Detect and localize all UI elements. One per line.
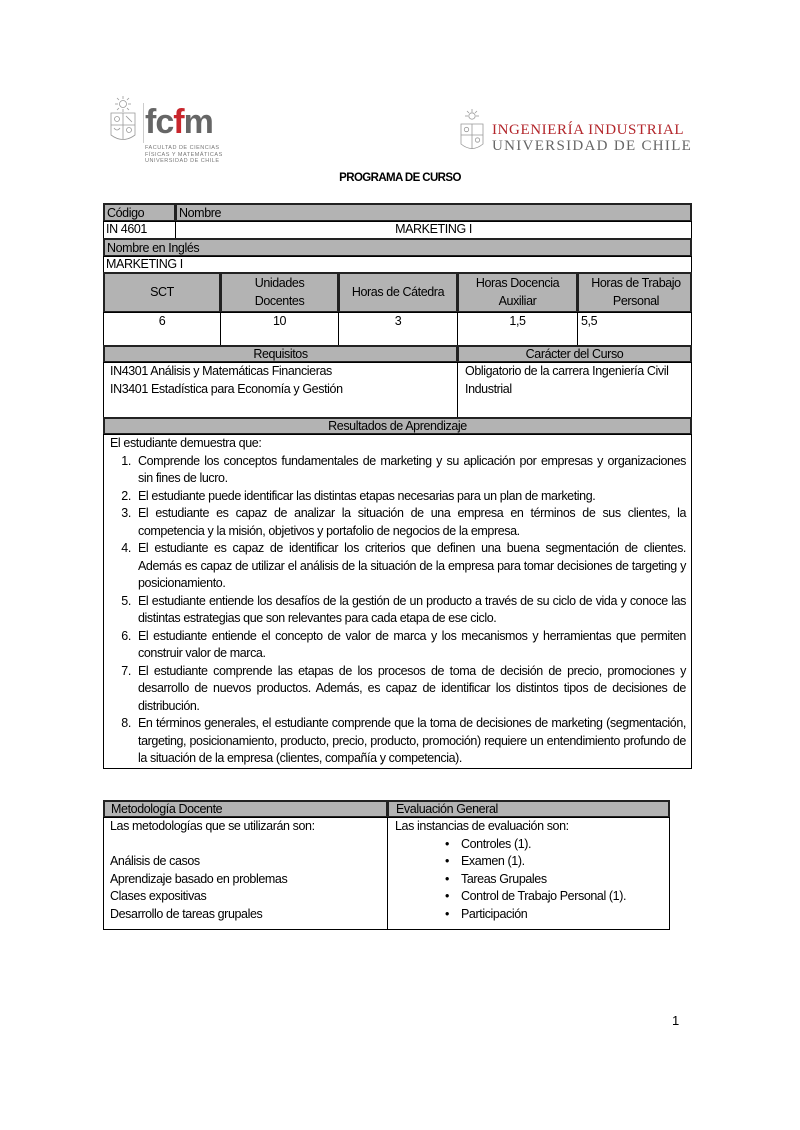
hours-header-personal	[577, 272, 692, 313]
horas-auxiliar-value: 1,5	[509, 314, 526, 328]
learning-outcome-item: 5. El estudiante entiende los desafíos de la gestión de un producto a través de su ciclo de vida y conoce las distintas estrategias que son relevantes para cada etapa de ese ciclo.	[134, 593, 686, 628]
character-cell	[457, 362, 692, 418]
learning-outcome-item: 7. El estudiante comprende las etapas de los procesos de toma de decisión de precio, promociones y desarrollo de nuevos productos. Además, es capaz de identificar los distintos tipos de decisiones de distribución.	[134, 663, 686, 716]
methodology-item: Aprendizaje basado en problemas	[110, 871, 288, 886]
character-text: Obligatorio de la carrera Ingeniería Civil Industrial	[465, 364, 669, 396]
learning-outcomes-header	[103, 417, 692, 435]
methodology-item: Desarrollo de tareas grupales	[110, 906, 263, 921]
page-title: PROGRAMA DE CURSO	[339, 172, 461, 184]
ingenieria-industrial-logo	[458, 108, 693, 158]
learning-outcomes-cell	[103, 434, 692, 769]
sct-label: SCT	[150, 285, 174, 299]
english-name-header	[103, 238, 692, 257]
hours-header-catedra	[338, 272, 458, 313]
logo-line-1: INGENIERÍA INDUSTRIAL	[492, 122, 685, 138]
requirement-item: IN3401 Estadística para Economía y Gestión	[110, 381, 343, 396]
methodology-cell	[103, 817, 388, 930]
fcfm-subtitle-line: FACULTAD DE CIENCIAS	[145, 145, 220, 151]
evaluation-header	[387, 800, 670, 818]
learning-outcomes-intro: El estudiante demuestra que:	[110, 436, 262, 450]
requirements-label: Requisitos	[253, 347, 308, 361]
evaluation-item: • Controles (1).	[445, 836, 667, 854]
unidades-docentes-label: Unidades Docentes	[254, 276, 305, 308]
university-crest-icon	[458, 108, 486, 154]
evaluation-cell	[387, 817, 670, 930]
evaluation-item: • Participación	[445, 906, 667, 924]
english-name-cell	[103, 256, 692, 273]
name-header	[175, 203, 692, 222]
name-label: Nombre	[179, 206, 222, 220]
learning-outcome-item: 1. Comprende los conceptos fundamentales de marketing y su aplicación por empresas y organizaciones sin fines de lucro.	[134, 453, 686, 488]
learning-outcomes-label: Resultados de Aprendizaje	[328, 419, 467, 433]
fcfm-subtitle-line: FÍSICAS Y MATEMÁTICAS	[145, 151, 223, 158]
unidades-docentes-value: 10	[272, 314, 287, 328]
learning-outcome-item: 3. El estudiante es capaz de analizar la situación de una empresa en términos de sus clientes, la competencia y la misión, objetivos y portafolio de negocios de la empresa.	[134, 505, 686, 540]
fcfm-subtitle	[145, 145, 245, 165]
hours-header-auxiliar	[457, 272, 578, 313]
evaluation-list	[395, 836, 667, 924]
page-number: 1	[672, 1013, 680, 1028]
university-crest-icon	[108, 95, 138, 145]
requirements-header	[103, 345, 458, 363]
methodology-label: Metodología Docente	[111, 802, 223, 816]
code-header	[103, 203, 176, 222]
logo-divider	[143, 103, 144, 143]
requirement-item: IN4301 Análisis y Matemáticas Financieras	[110, 364, 332, 378]
course-name: MARKETING I	[395, 222, 472, 236]
horas-catedra-value: 3	[394, 314, 402, 328]
methodology-intro: Las metodologías que se utilizarán son:	[110, 819, 315, 833]
learning-outcome-item: 8. En términos generales, el estudiante comprende que la toma de decisiones de marketing (segmentación, targeting, posicionamiento, producto, precio, producto, promoción) requiere un entendimiento profundo de la situación de la empresa (clientes, compañía y competencia).	[134, 715, 686, 768]
fcfm-logo	[108, 95, 233, 175]
evaluation-intro: Las instancias de evaluación son:	[395, 819, 569, 833]
course-english-name: MARKETING I	[106, 257, 183, 271]
evaluation-item: • Examen (1).	[445, 853, 667, 871]
sct-value: 6	[158, 314, 166, 328]
character-header	[457, 345, 692, 363]
horas-personal-value: 5,5	[581, 314, 598, 328]
hours-value-personal	[577, 312, 692, 346]
horas-personal-label: Horas de Trabajo Personal	[591, 276, 681, 308]
code-value-cell	[103, 221, 176, 239]
learning-outcome-item: 2. El estudiante puede identificar las distintas etapas necesarias para un plan de marketing.	[134, 488, 686, 506]
hours-value-auxiliar	[457, 312, 578, 346]
methodology-item: Análisis de casos	[110, 854, 200, 868]
hours-header-sct	[103, 272, 221, 313]
fcfm-wordmark: fcfm	[145, 103, 213, 141]
english-name-label: Nombre en Inglés	[107, 241, 200, 255]
course-code: IN 4601	[106, 222, 147, 236]
learning-outcome-item: 4. El estudiante es capaz de identificar los criterios que definen una buena segmentación de clientes. Además es capaz de utilizar el análisis de la situación de la empresa para tomar decisiones de targeting y posicionamiento.	[134, 540, 686, 593]
code-label: Código	[107, 206, 145, 220]
fcfm-subtitle-line: UNIVERSIDAD DE CHILE	[145, 158, 220, 164]
logo-line-2: UNIVERSIDAD DE CHILE	[492, 138, 693, 154]
evaluation-item: • Control de Trabajo Personal (1).	[445, 888, 667, 906]
horas-catedra-label: Horas de Cátedra	[351, 285, 445, 299]
hours-header-unidades	[220, 272, 339, 313]
hours-value-catedra	[338, 312, 458, 346]
spacer	[110, 836, 385, 854]
learning-outcomes-list	[110, 453, 686, 768]
requirements-cell	[103, 362, 458, 418]
evaluation-label: Evaluación General	[396, 802, 498, 816]
learning-outcome-item: 6. El estudiante entiende el concepto de valor de marca y los mecanismos y herramientas que permiten construir valor de marca.	[134, 628, 686, 663]
methodology-header	[103, 800, 388, 818]
methodology-item: Clases expositivas	[110, 889, 207, 903]
name-value-cell	[175, 221, 692, 239]
evaluation-item: • Tareas Grupales	[445, 871, 667, 889]
character-label: Carácter del Curso	[525, 347, 624, 361]
hours-value-sct	[103, 312, 221, 346]
hours-value-unidades	[220, 312, 339, 346]
horas-auxiliar-label: Horas Docencia Auxiliar	[475, 276, 560, 308]
